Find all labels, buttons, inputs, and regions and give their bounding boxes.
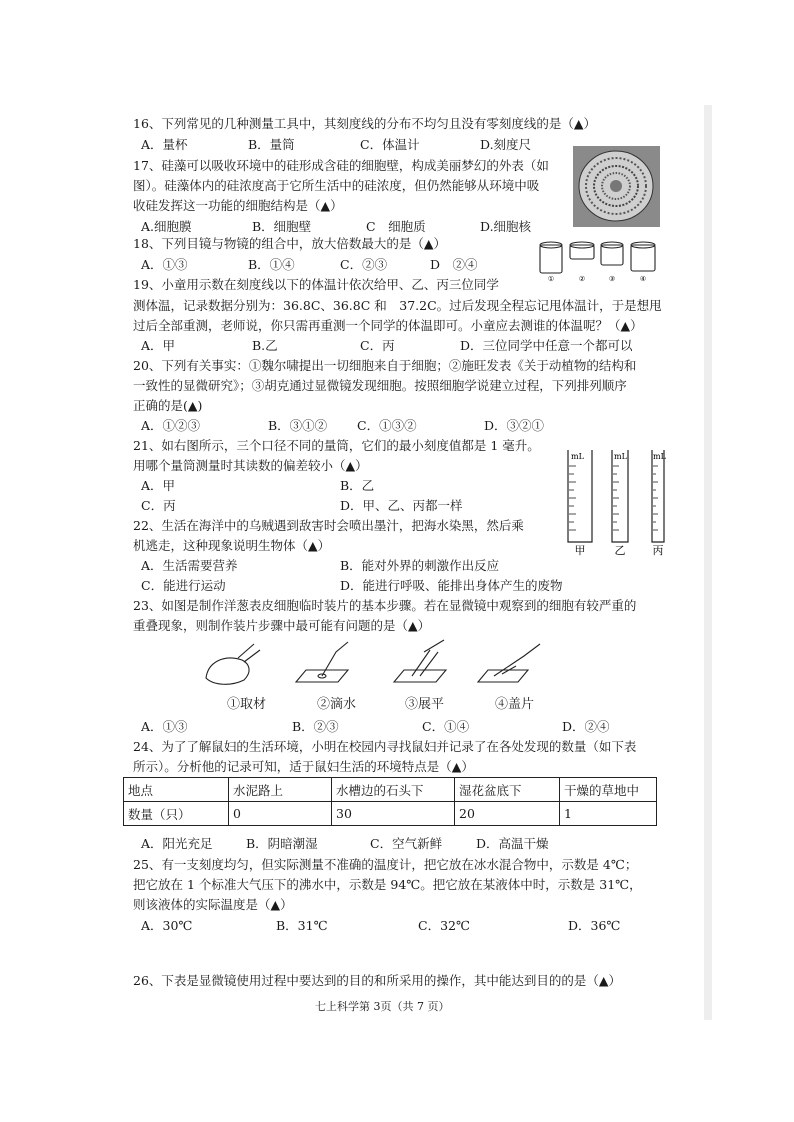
q20-option-d: D．③②① — [484, 418, 545, 433]
q24-option-c: C．空气新鲜 — [370, 836, 443, 851]
cylinder-unit-3: mL — [653, 452, 666, 461]
q16-option-d: D.刻度尺 — [480, 137, 532, 152]
q18-option-a: A．①③ — [141, 257, 188, 272]
q22-line-1: 22、生活在海洋中的乌贼遇到敌害时会喷出墨汁，把海水染黑，然后乘 — [133, 518, 524, 533]
cylinder-label-bing: 丙 — [652, 544, 664, 556]
table-row — [124, 778, 657, 802]
q20-option-a: A．①②③ — [141, 418, 201, 433]
table-cell: 0 — [229, 802, 332, 826]
q17-line-2: 图）。硅藻体内的硅浓度高于它所生活中的硅浓度，但仍然能够从环境中吸 — [133, 178, 540, 193]
q25-option-a: A．30℃ — [141, 918, 193, 933]
step-4-label: ④盖片 — [495, 697, 535, 712]
graduated-cylinders — [562, 446, 672, 556]
q23-option-c: C．①④ — [422, 719, 470, 734]
cylinder-unit-2: mL — [614, 452, 627, 461]
q18-option-d: D ②④ — [430, 257, 478, 272]
q17-option-d: D.细胞核 — [480, 219, 532, 234]
lens-label-2: ② — [578, 275, 586, 283]
q22-option-a: A．生活需要营养 — [141, 558, 238, 573]
lens-label-3: ③ — [608, 275, 616, 283]
q23-option-b: B．②③ — [292, 719, 339, 734]
q24-option-d: D．高温干燥 — [476, 836, 549, 851]
q24-line-2: 所示）。分析他的记录可知，适于鼠妇生活的环境特点是（▲） — [133, 759, 474, 774]
diatom-photo — [573, 146, 660, 227]
cylinder-label-jia: 甲 — [574, 544, 586, 556]
q25-line-3: 则该液体的实际温度是（▲） — [133, 897, 293, 912]
q25-option-c: C．32℃ — [418, 918, 470, 933]
q22-option-b: B．能对外界的刺激作出反应 — [340, 558, 500, 573]
q20-option-c: C．①③② — [357, 418, 417, 433]
table-cell: 湿花盆底下 — [455, 778, 560, 802]
q18-option-c: C．②③ — [340, 257, 388, 272]
table-cell: 干燥的草地中 — [560, 778, 657, 802]
page-footer: 七上科学第 3页（共 7 页） — [315, 1000, 450, 1013]
q17-option-c: C 细胞质 — [366, 219, 426, 234]
q25-option-b: B．31℃ — [276, 918, 328, 933]
q19-option-c: C．丙 — [360, 338, 395, 353]
table-cell: 1 — [560, 802, 657, 826]
q24-option-a: A．阳光充足 — [141, 836, 213, 851]
q16-stem: 16、下列常见的几种测量工具中，其刻度线的分布不均匀且没有零刻度线的是（▲） — [133, 116, 597, 131]
q21-line-2: 用哪个量筒测量时其读数的偏差较小（▲） — [133, 458, 368, 473]
lens-label-4: ④ — [639, 275, 647, 283]
q19-line-2: 测体温，记录数据分别为：36.8C、36.8C 和 37.2C。过后发现全程忘记甩体温计，于是想甩 — [133, 298, 662, 313]
q21-option-b: B．乙 — [340, 478, 375, 493]
q25-line-1: 25、有一支刻度均匀，但实际测量不准确的温度计，把它放在冰水混合物中，示数是 4℃； — [133, 857, 638, 872]
q21-option-a: A．甲 — [141, 478, 176, 493]
q16-option-a: A．量杯 — [141, 137, 188, 152]
slide-making-steps — [198, 638, 558, 694]
q23-line-1: 23、如图是制作洋葱表皮细胞临时装片的基本步骤。若在显微镜中观察到的细胞有较严重的 — [133, 598, 637, 613]
q25-line-2: 把它放在 1 个标准大气压下的沸水中，示数是 94℃。把它放在某液体中时，示数是 31℃， — [133, 877, 642, 892]
q19-option-b: B.乙 — [252, 338, 278, 353]
q19-line-3: 过后全部重测，老师说，你只需再重测一个同学的体温即可。小童应去测谁的体温呢？（▲） — [133, 318, 643, 333]
q20-option-b: B．③①② — [268, 418, 328, 433]
q24-option-b: B．阴暗潮湿 — [246, 836, 318, 851]
q25-option-d: D．36℃ — [568, 918, 621, 933]
q26-stem: 26、下表是显微镜使用过程中要达到的目的和所采用的操作，其中能达到目的的是（▲） — [133, 973, 622, 988]
q20-line-3: 正确的是(▲) — [133, 398, 203, 413]
q22-option-c: C．能进行运动 — [141, 578, 226, 593]
table-row — [124, 802, 657, 826]
q23-line-2: 重叠现象，则制作装片步骤中最可能有问题的是（▲） — [133, 618, 431, 633]
q21-option-c: C．丙 — [141, 498, 176, 513]
q16-option-b: B．量筒 — [248, 137, 295, 152]
table-cell: 数量（只） — [124, 802, 229, 826]
q17-line-1: 17、硅藻可以吸收环境中的硅形成含硅的细胞壁，构成美丽梦幻的外表（如 — [133, 158, 549, 173]
q17-option-a: A.细胞膜 — [141, 219, 192, 234]
scan-edge — [704, 105, 712, 1020]
q24-table — [123, 777, 657, 826]
q24-line-1: 24、为了了解鼠妇的生活环境，小明在校园内寻找鼠妇并记录了在各处发现的数量（如下表 — [133, 739, 637, 754]
q17-option-b: B．细胞壁 — [252, 219, 312, 234]
q23-option-d: D．②④ — [562, 719, 610, 734]
q19-option-a: A．甲 — [141, 338, 176, 353]
q21-line-1: 21、如右图所示，三个口径不同的量筒，它们的最小刻度值都是 1 毫升。 — [133, 438, 540, 453]
q20-line-2: 一致性的显微研究》；③胡克通过显微镜发现细胞。按照细胞学说建立过程，下列排列顺序 — [133, 378, 627, 393]
q23-option-a: A．①③ — [141, 719, 188, 734]
cylinder-label-yi: 乙 — [614, 544, 626, 556]
q19-option-d: D．三位同学中任意一个都可以 — [460, 338, 633, 353]
table-cell: 20 — [455, 802, 560, 826]
q16-option-c: C．体温计 — [360, 137, 420, 152]
step-1-label: ①取材 — [227, 697, 267, 712]
lens-diagram — [535, 237, 665, 283]
step-3-label: ③展平 — [405, 697, 445, 712]
table-cell: 水槽边的石头下 — [332, 778, 455, 802]
table-cell: 30 — [332, 802, 455, 826]
q21-option-d: D．甲、乙、丙都一样 — [340, 498, 463, 513]
q18-stem: 18、下列目镜与物镜的组合中，放大倍数最大的是（▲） — [133, 236, 447, 251]
q20-line-1: 20、下列有关事实：①魏尔啸提出一切细胞来自于细胞；②施旺发表《关于动植物的结构和 — [133, 358, 637, 373]
q19-line-1: 19、小童用示数在刻度线以下的体温计依次给甲、乙、丙三位同学 — [133, 277, 499, 292]
cylinder-unit-1: mL — [571, 452, 584, 461]
lens-label-1: ① — [547, 275, 555, 283]
q18-option-b: B．①④ — [248, 257, 295, 272]
table-cell: 水泥路上 — [229, 778, 332, 802]
step-2-label: ②滴水 — [317, 697, 357, 712]
table-cell: 地点 — [124, 778, 229, 802]
q22-line-2: 机逃走，这种现象说明生物体（▲） — [133, 538, 331, 553]
q17-line-3: 收硅发挥这一功能的细胞结构是（▲） — [133, 198, 343, 213]
q22-option-d: D．能进行呼吸、能排出身体产生的废物 — [340, 578, 563, 593]
